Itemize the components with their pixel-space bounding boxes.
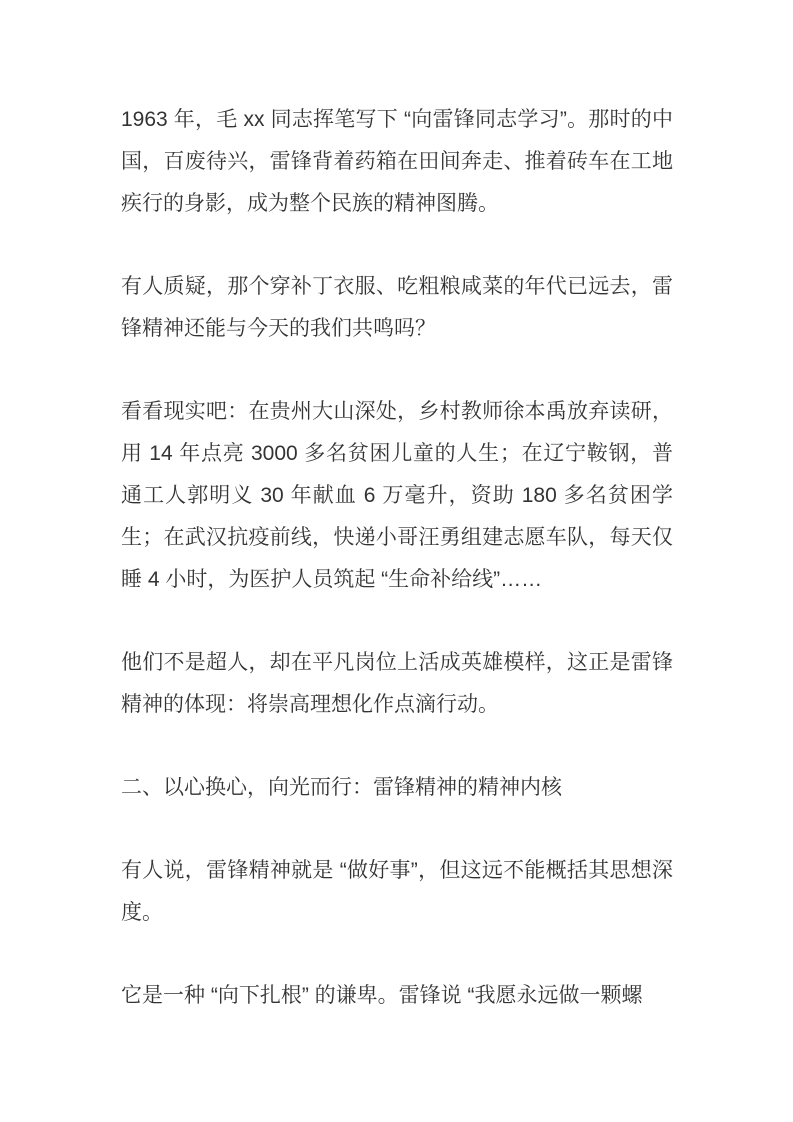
paragraph-1: 1963 年，毛 xx 同志挥笔写下 “向雷锋同志学习”。那时的中国，百废待兴，雷锋背着药箱在田间奔走、推着砖车在工地疾行的身影，成为整个民族的精神图腾。 (121, 108, 673, 215)
paragraph-4: 他们不是超人，却在平凡岗位上活成英雄模样，这正是雷锋精神的体现：将崇高理想化作点滴行动。 (121, 651, 673, 716)
paragraph-6-cutoff: 它是一种 “向下扎根” 的谦卑。雷锋说 “我愿永远做一颗螺 (121, 984, 643, 1007)
paragraph-3: 看看现实吧：在贵州大山深处，乡村教师徐本禹放弃读研，用 14 年点亮 3000 多名贫困儿童的人生；在辽宁鞍钢，普通工人郭明义 30 年献血 6 万毫升，资助 180 多名贫困学生；在武汉抗疫前线，快递小哥汪勇组建志愿车队，每天仅睡 4 小时，为医护人员筑起 “生命补给线”…… (121, 400, 673, 591)
paragraph-2: 有人质疑，那个穿补丁衣服、吃粗粮咸菜的年代已远去，雷锋精神还能与今天的我们共鸣吗？ (121, 275, 673, 340)
paragraph-5: 有人说，雷锋精神就是 “做好事”，但这远不能概括其思想深度。 (121, 859, 673, 924)
section-heading: 二、以心换心，向光而行：雷锋精神的精神内核 (121, 776, 562, 799)
